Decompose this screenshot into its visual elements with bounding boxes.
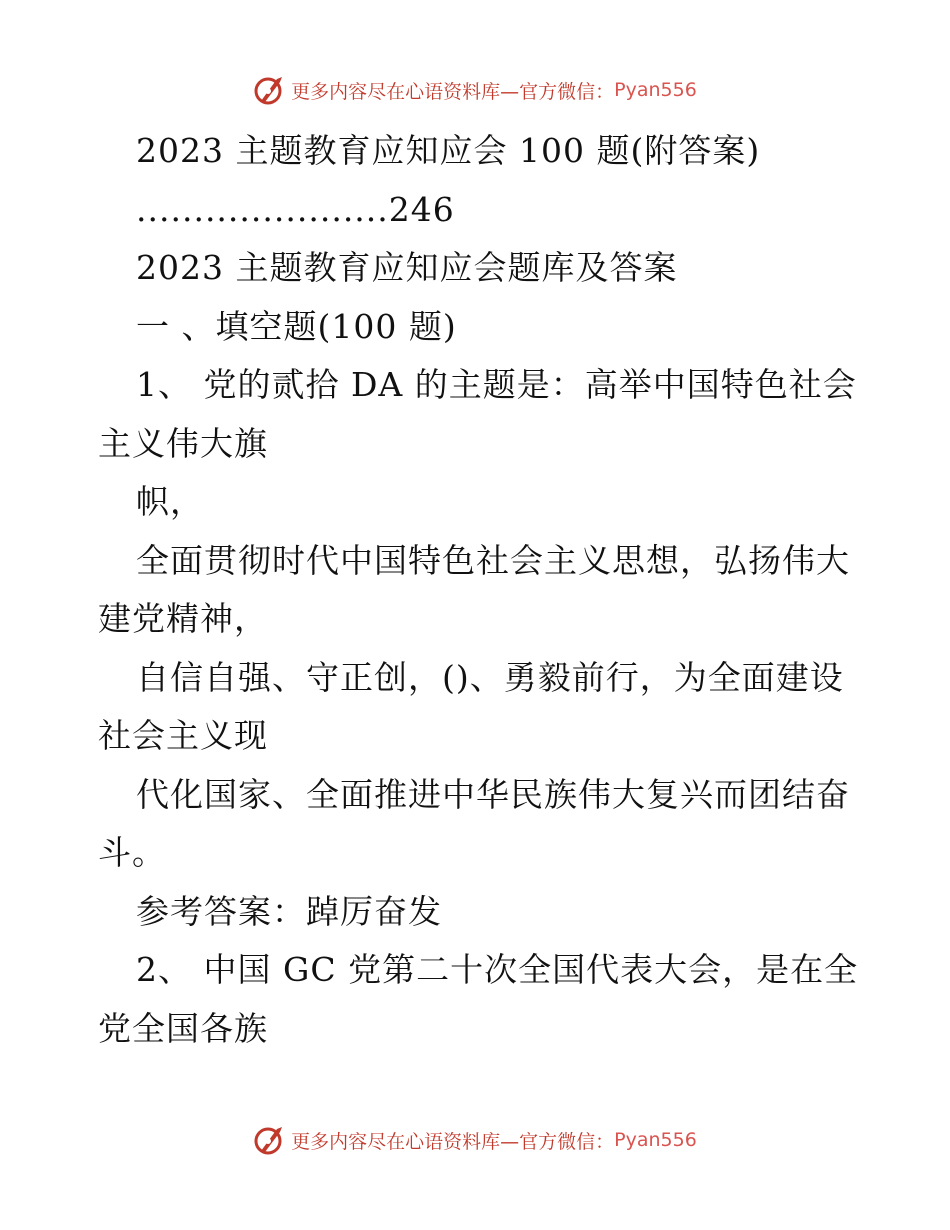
text-line: 主义伟大旗	[98, 423, 268, 463]
text-line: 一 、填空题(100 题)	[136, 306, 457, 346]
watermark-wechat-id: Pyan556	[614, 79, 697, 101]
text-line: 帜，	[136, 482, 204, 521]
text-line: ......................246	[136, 189, 455, 229]
text-line: 斗。	[98, 833, 166, 872]
text-line: 自信自强、守正创，()、勇毅前行，为全面建设	[136, 657, 844, 697]
footer-watermark	[0, 1120, 950, 1160]
quill-logo-icon	[253, 73, 287, 107]
text-line: 1、 党的贰拾 DA 的主题是：高举中国特色社会	[136, 365, 857, 404]
watermark-wechat-id: Pyan556	[614, 1129, 697, 1151]
text-line: 2、 中国 GC 党第二十次全国代表大会，是在全	[136, 950, 858, 989]
text-line: 2023 主题教育应知应会 100 题(附答案)	[136, 131, 761, 170]
text-line: 全面贯彻时代中国特色社会主义思想，弘扬伟大	[136, 540, 850, 580]
text-line: 建党精神，	[98, 599, 268, 638]
text-line: 社会主义现	[98, 716, 268, 755]
watermark-text: 更多内容尽在心语资料库—官方微信：	[291, 1130, 615, 1153]
text-line: 2023 主题教育应知应会题库及答案	[136, 248, 678, 287]
header-watermark	[0, 70, 950, 110]
document-body	[98, 122, 858, 1058]
text-line: 代化国家、全面推进中华民族伟大复兴而团结奋	[136, 774, 850, 814]
watermark-text: 更多内容尽在心语资料库—官方微信：	[291, 80, 615, 103]
text-line: 参考答案：踔厉奋发	[136, 891, 442, 931]
quill-logo-icon	[253, 1123, 287, 1157]
text-line: 党全国各族	[98, 1008, 268, 1048]
